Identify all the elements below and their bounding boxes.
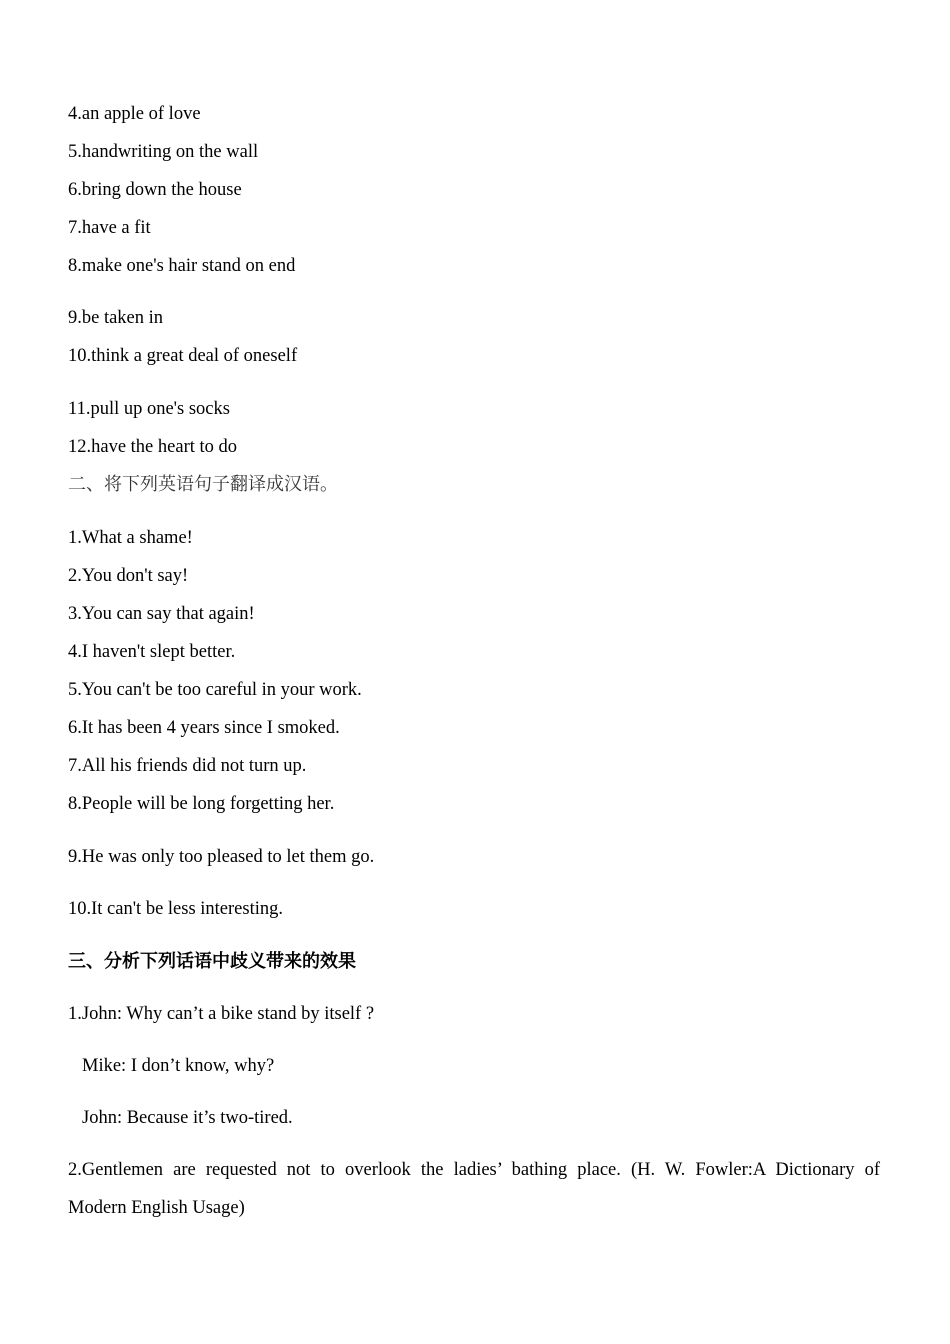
list-item: 9.He was only too pleased to let them go. (68, 847, 375, 867)
list-item: 6.It has been 4 years since I smoked. (68, 718, 340, 738)
list-item: 5.You can't be too careful in your work. (68, 680, 362, 700)
list-item: 5.handwriting on the wall (68, 142, 259, 162)
list-item: 8.make one's hair stand on end (68, 256, 296, 276)
paragraph (68, 1151, 880, 1227)
list-item: 4.I haven't slept better. (68, 642, 236, 662)
list-item: 6.bring down the house (68, 180, 242, 200)
section-heading: 三、分析下列话语中歧义带来的效果 (68, 951, 356, 972)
dialogue-line: 1.John: Why can’t a bike stand by itself ? (68, 1004, 375, 1024)
paragraph-line: 2.Gentlemen are requested not to overlook the ladies’ bathing place. (H. W. Fowler:A Dictionary of (68, 1160, 880, 1180)
list-item: 10.It can't be less interesting. (68, 899, 283, 919)
list-item: 2.You don't say! (68, 566, 189, 586)
paragraph-line: Modern English Usage) (68, 1198, 245, 1218)
list-item: 3.You can say that again! (68, 604, 255, 624)
list-item: 12.have the heart to do (68, 437, 238, 457)
list-item: 9.be taken in (68, 308, 164, 328)
list-item: 4.an apple of love (68, 104, 201, 124)
list-item: 7.All his friends did not turn up. (68, 756, 307, 776)
list-item: 1.What a shame! (68, 528, 193, 548)
list-item: 10.think a great deal of oneself (68, 346, 298, 366)
dialogue-line: Mike: I don’t know, why? (82, 1056, 275, 1076)
section-heading: 二、将下列英语句子翻译成汉语。 (68, 474, 338, 495)
list-item: 8.People will be long forgetting her. (68, 794, 335, 814)
dialogue-line: John: Because it’s two-tired. (82, 1108, 293, 1128)
list-item: 11.pull up one's socks (68, 399, 230, 419)
list-item: 7.have a fit (68, 218, 151, 238)
